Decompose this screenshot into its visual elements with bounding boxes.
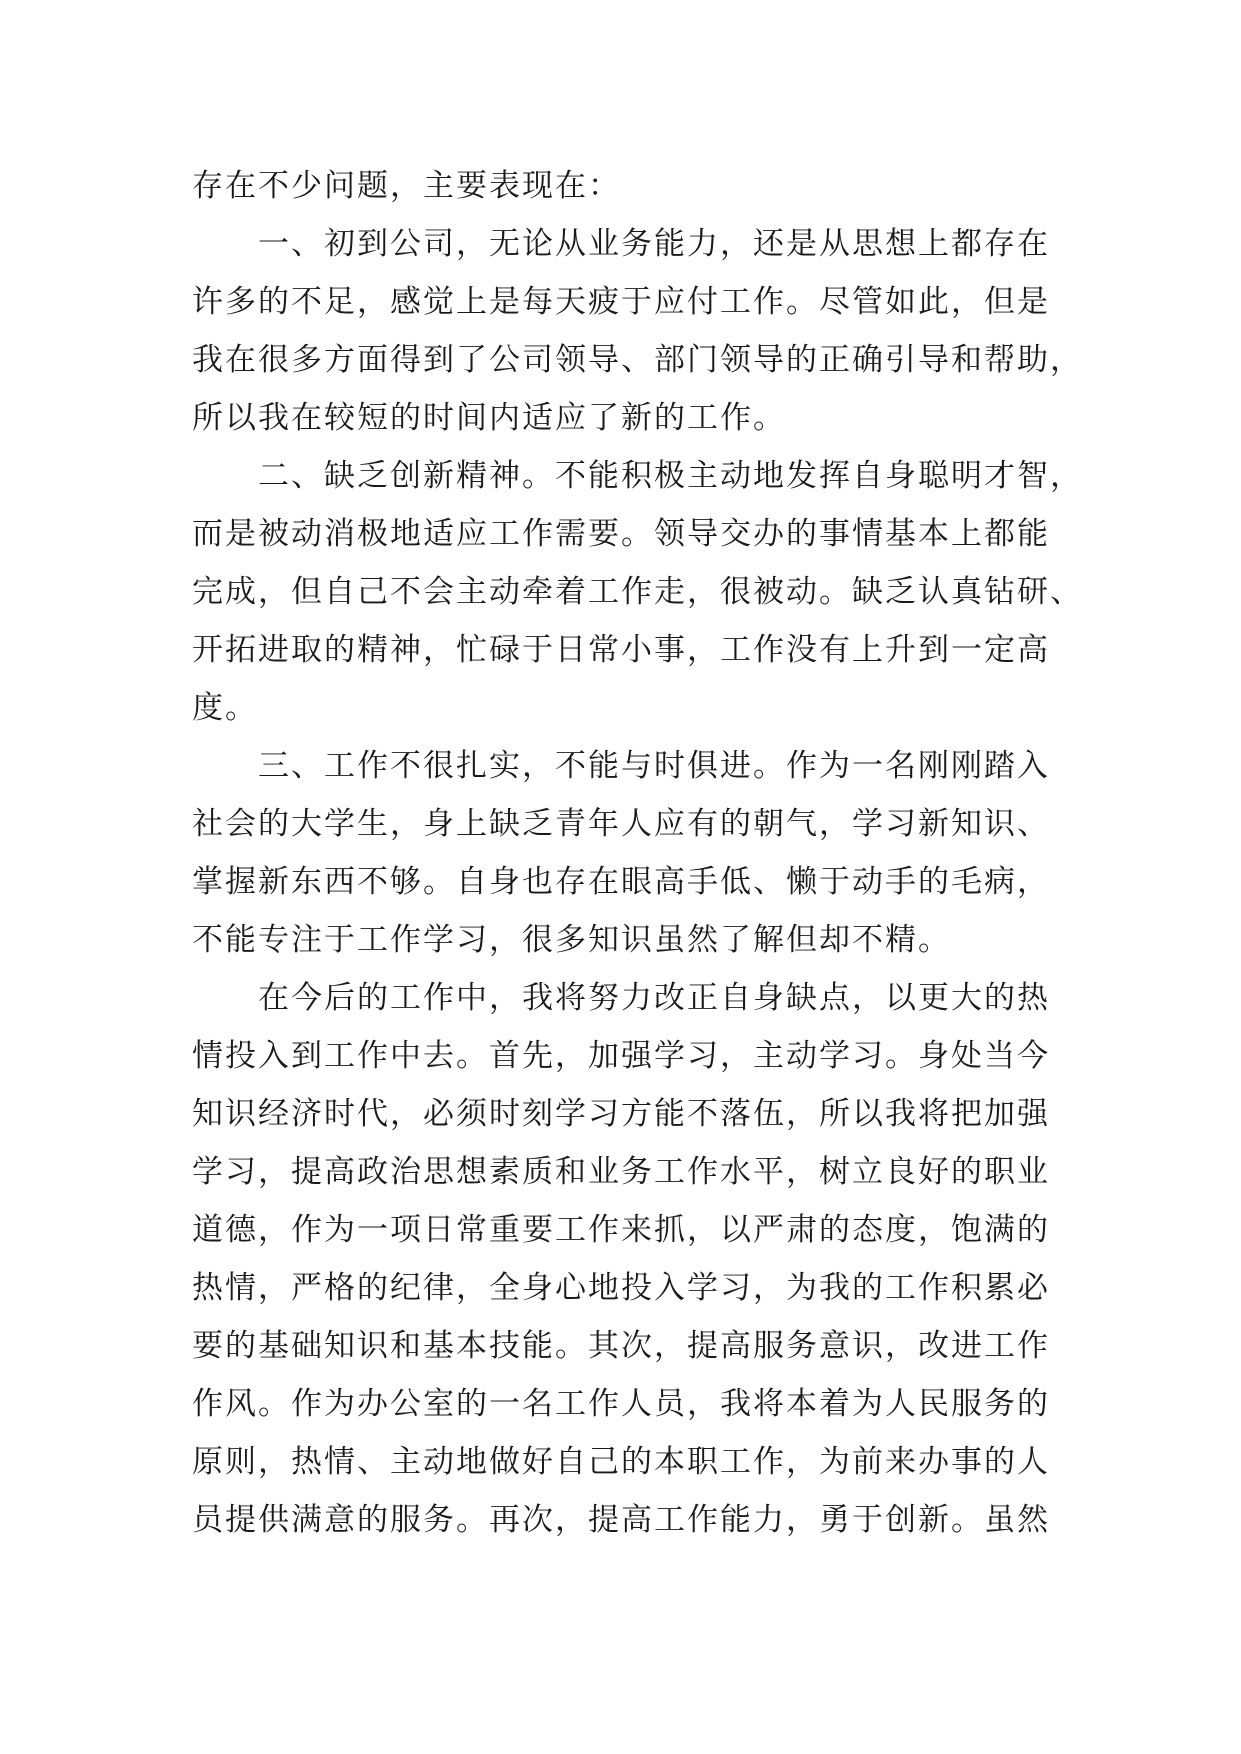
text-line: 度。 (192, 690, 258, 726)
text-line: 作风。作为办公室的一名工作人员，我将本着为人民服务的 (192, 1386, 1050, 1422)
text-line: 二、缺乏创新精神。不能积极主动地发挥自身聪明才智， (192, 458, 1083, 494)
text-line: 三、工作不很扎实，不能与时俱进。作为一名刚刚踏入 (192, 748, 1050, 784)
text-line: 存在不少问题，主要表现在： (192, 168, 621, 204)
text-line: 学习，提高政治思想素质和业务工作水平，树立良好的职业 (192, 1154, 1050, 1190)
text-line: 道德，作为一项日常重要工作来抓，以严肃的态度，饱满的 (192, 1212, 1050, 1248)
text-line: 知识经济时代，必须时刻学习方能不落伍，所以我将把加强 (192, 1096, 1050, 1132)
text-line: 社会的大学生，身上缺乏青年人应有的朝气，学习新知识、 (192, 806, 1050, 842)
text-line: 完成，但自己不会主动牵着工作走，很被动。缺乏认真钻研、 (192, 574, 1083, 610)
text-line: 所以我在较短的时间内适应了新的工作。 (192, 400, 786, 436)
text-line: 而是被动消极地适应工作需要。领导交办的事情基本上都能 (192, 516, 1050, 552)
text-line: 情投入到工作中去。首先，加强学习，主动学习。身处当今 (192, 1038, 1050, 1074)
text-line: 要的基础知识和基本技能。其次，提高服务意识，改进工作 (192, 1328, 1050, 1364)
text-line: 员提供满意的服务。再次，提高工作能力，勇于创新。虽然 (192, 1502, 1050, 1538)
text-line: 热情，严格的纪律，全身心地投入学习，为我的工作积累必 (192, 1270, 1050, 1306)
text-line: 原则，热情、主动地做好自己的本职工作，为前来办事的人 (192, 1444, 1050, 1480)
text-line: 在今后的工作中，我将努力改正自身缺点，以更大的热 (192, 980, 1050, 1016)
text-line: 掌握新东西不够。自身也存在眼高手低、懒于动手的毛病， (192, 864, 1050, 900)
text-line: 许多的不足，感觉上是每天疲于应付工作。尽管如此，但是 (192, 284, 1050, 320)
text-line: 我在很多方面得到了公司领导、部门领导的正确引导和帮助， (192, 342, 1083, 378)
text-line: 一、初到公司，无论从业务能力，还是从思想上都存在 (192, 226, 1050, 262)
text-line: 开拓进取的精神，忙碌于日常小事，工作没有上升到一定高 (192, 632, 1050, 668)
text-line: 不能专注于工作学习，很多知识虽然了解但却不精。 (192, 922, 951, 958)
document-body (192, 157, 1083, 1549)
